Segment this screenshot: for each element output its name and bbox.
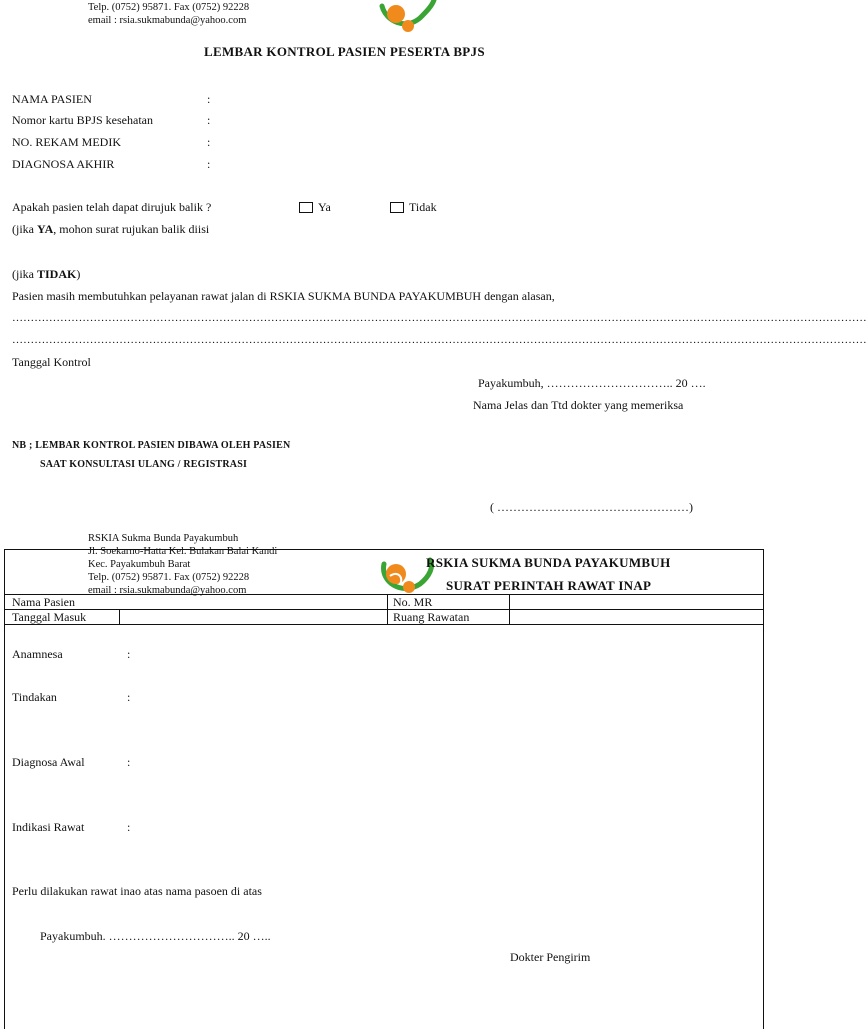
form1-title: LEMBAR KONTROL PASIEN PESERTA BPJS: [204, 44, 485, 59]
checkbox-tidak[interactable]: [390, 202, 404, 213]
nb-line-1: NB ; LEMBAR KONTROL PASIEN DIBAWA OLEH PASIEN: [12, 440, 291, 451]
place-date-2: Payakumbuh. ………………………….. 20 …..: [40, 929, 271, 943]
dokter-pengirim-label: Dokter Pengirim: [510, 950, 591, 964]
form2-hospital-title: RSKIA SUKMA BUNDA PAYAKUMBUH: [426, 555, 671, 570]
form2-email: email : rsia.sukmabunda@yahoo.com: [88, 585, 247, 596]
table-line: [4, 609, 764, 610]
hospital-logo-icon: [376, 0, 440, 34]
table-line: [4, 594, 764, 595]
reason-text: Pasien masih membutuhkan pelayanan rawat jalan di RSKIA SUKMA BUNDA PAYAKUMBUH dengan alasan,: [12, 289, 555, 303]
diagnosa-awal-label: Diagnosa Awal: [12, 755, 85, 769]
field-nama-pasien-label: NAMA PASIEN: [12, 92, 92, 106]
table-line: [509, 594, 510, 624]
dotted-line-2: ……………………………………………………………………………………………………………………………………………………………………………………………………………: [12, 334, 867, 346]
field-sep: :: [127, 647, 131, 661]
dotted-line-1: ……………………………………………………………………………………………………………………………………………………………………………………………………………: [12, 312, 867, 324]
option-ya-label: Ya: [318, 200, 331, 214]
header-email: email : rsia.sukmabunda@yahoo.com: [88, 15, 247, 26]
field-sep: :: [207, 157, 211, 171]
form2-phone: Telp. (0752) 95871. Fax (0752) 92228: [88, 572, 250, 583]
field-diagnosa-label: DIAGNOSA AKHIR: [12, 157, 115, 171]
field-sep: :: [207, 92, 211, 106]
anamnesa-label: Anamnesa: [12, 647, 63, 661]
field-sep: :: [127, 820, 131, 834]
rujuk-balik-question: Apakah pasien telah dapat dirujuk balik ?: [12, 200, 212, 214]
field-bpjs-label: Nomor kartu BPJS kesehatan: [12, 113, 153, 127]
note-ya-suffix: , mohon surat rujukan balik diisi: [53, 222, 210, 236]
checkbox-ya[interactable]: [299, 202, 313, 213]
note-ya-bold: YA: [37, 222, 54, 236]
form2-address: Jl. Soekarno-Hatta Kel. Bulakan Balai Kandi: [88, 546, 278, 557]
note-tidak-prefix: (jika: [12, 267, 37, 281]
nb-line-2: SAAT KONSULTASI ULANG / REGISTRASI: [40, 459, 248, 470]
option-tidak-label: Tidak: [409, 200, 437, 214]
table-line: [387, 594, 388, 624]
note-tidak: [12, 267, 80, 282]
ruang-rawatan-label: Ruang Rawatan: [393, 610, 470, 624]
option-ya[interactable]: [299, 200, 331, 215]
no-mr-label: No. MR: [393, 595, 433, 609]
note-tidak-suffix: ): [76, 267, 81, 281]
field-sep: :: [127, 755, 131, 769]
indikasi-rawat-label: Indikasi Rawat: [12, 820, 85, 834]
tanggal-kontrol-label: Tanggal Kontrol: [12, 355, 91, 369]
tanggal-masuk-label: Tanggal Masuk: [12, 610, 87, 624]
note-ya-prefix: (jika: [12, 222, 37, 236]
place-date-1: Payakumbuh, ………………………….. 20 ….: [478, 376, 706, 390]
signature-blank: ( …………………………………………): [490, 500, 693, 514]
signature-note: Nama Jelas dan Ttd dokter yang memeriksa: [473, 398, 684, 412]
table-line: [119, 609, 120, 624]
note-ya: [12, 222, 209, 237]
field-rekam-medik-label: NO. REKAM MEDIK: [12, 135, 121, 149]
form2-hospital-name: RSKIA Sukma Bunda Payakumbuh: [88, 533, 239, 544]
form2-district: Kec. Payakumbuh Barat: [88, 559, 191, 570]
table-line: [4, 624, 764, 625]
option-tidak[interactable]: [390, 200, 437, 215]
field-sep: :: [207, 113, 211, 127]
rawat-inap-statement: Perlu dilakukan rawat inao atas nama pasoen di atas: [12, 884, 262, 898]
tindakan-label: Tindakan: [12, 690, 57, 704]
form2-frame: [4, 549, 764, 1029]
header-phone: Telp. (0752) 95871. Fax (0752) 92228: [88, 2, 250, 13]
field-sep: :: [127, 690, 131, 704]
form2-doc-title: SURAT PERINTAH RAWAT INAP: [446, 578, 652, 593]
note-tidak-bold: TIDAK: [37, 267, 77, 281]
field-sep: :: [207, 135, 211, 149]
nama-pasien-label: Nama Pasien: [12, 595, 75, 609]
